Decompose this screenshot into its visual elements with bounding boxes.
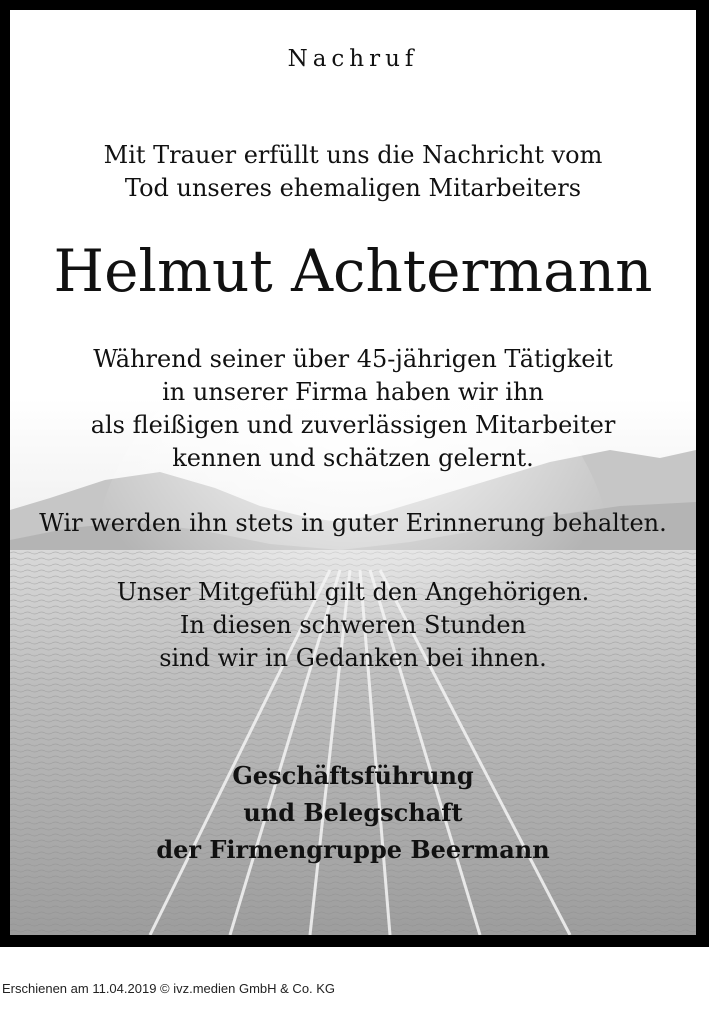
intro-line: Tod unseres ehemaligen Mitarbeiters (124, 174, 582, 202)
sympathy-line: In diesen schweren Stunden (179, 611, 527, 639)
tribute-line: kennen und schätzen gelernt. (172, 444, 534, 472)
deceased-name: Helmut Achtermann (53, 237, 653, 305)
signature-line: der Firmengruppe Beermann (156, 835, 550, 864)
signature-line: und Belegschaft (243, 798, 463, 827)
publication-credit: Erschienen am 11.04.2019 © ivz.medien GmbH & Co. KG (2, 981, 336, 996)
signature-line: Geschäftsführung (232, 761, 474, 790)
memory-line: Wir werden ihn stets in guter Erinnerung behalten. (39, 509, 667, 537)
tribute-line: als fleißigen und zuverlässigen Mitarbeiter (90, 411, 616, 439)
notice-heading: Nachruf (287, 46, 419, 72)
obituary-card (10, 10, 696, 935)
intro-line: Mit Trauer erfüllt uns die Nachricht vom (103, 141, 603, 169)
notice-text (10, 10, 696, 935)
sympathy-line: sind wir in Gedanken bei ihnen. (159, 644, 547, 672)
tribute-line: in unserer Firma haben wir ihn (162, 378, 544, 406)
tribute-line: Während seiner über 45-jährigen Tätigkeit (93, 345, 613, 373)
sympathy-line: Unser Mitgefühl gilt den Angehörigen. (116, 578, 590, 606)
